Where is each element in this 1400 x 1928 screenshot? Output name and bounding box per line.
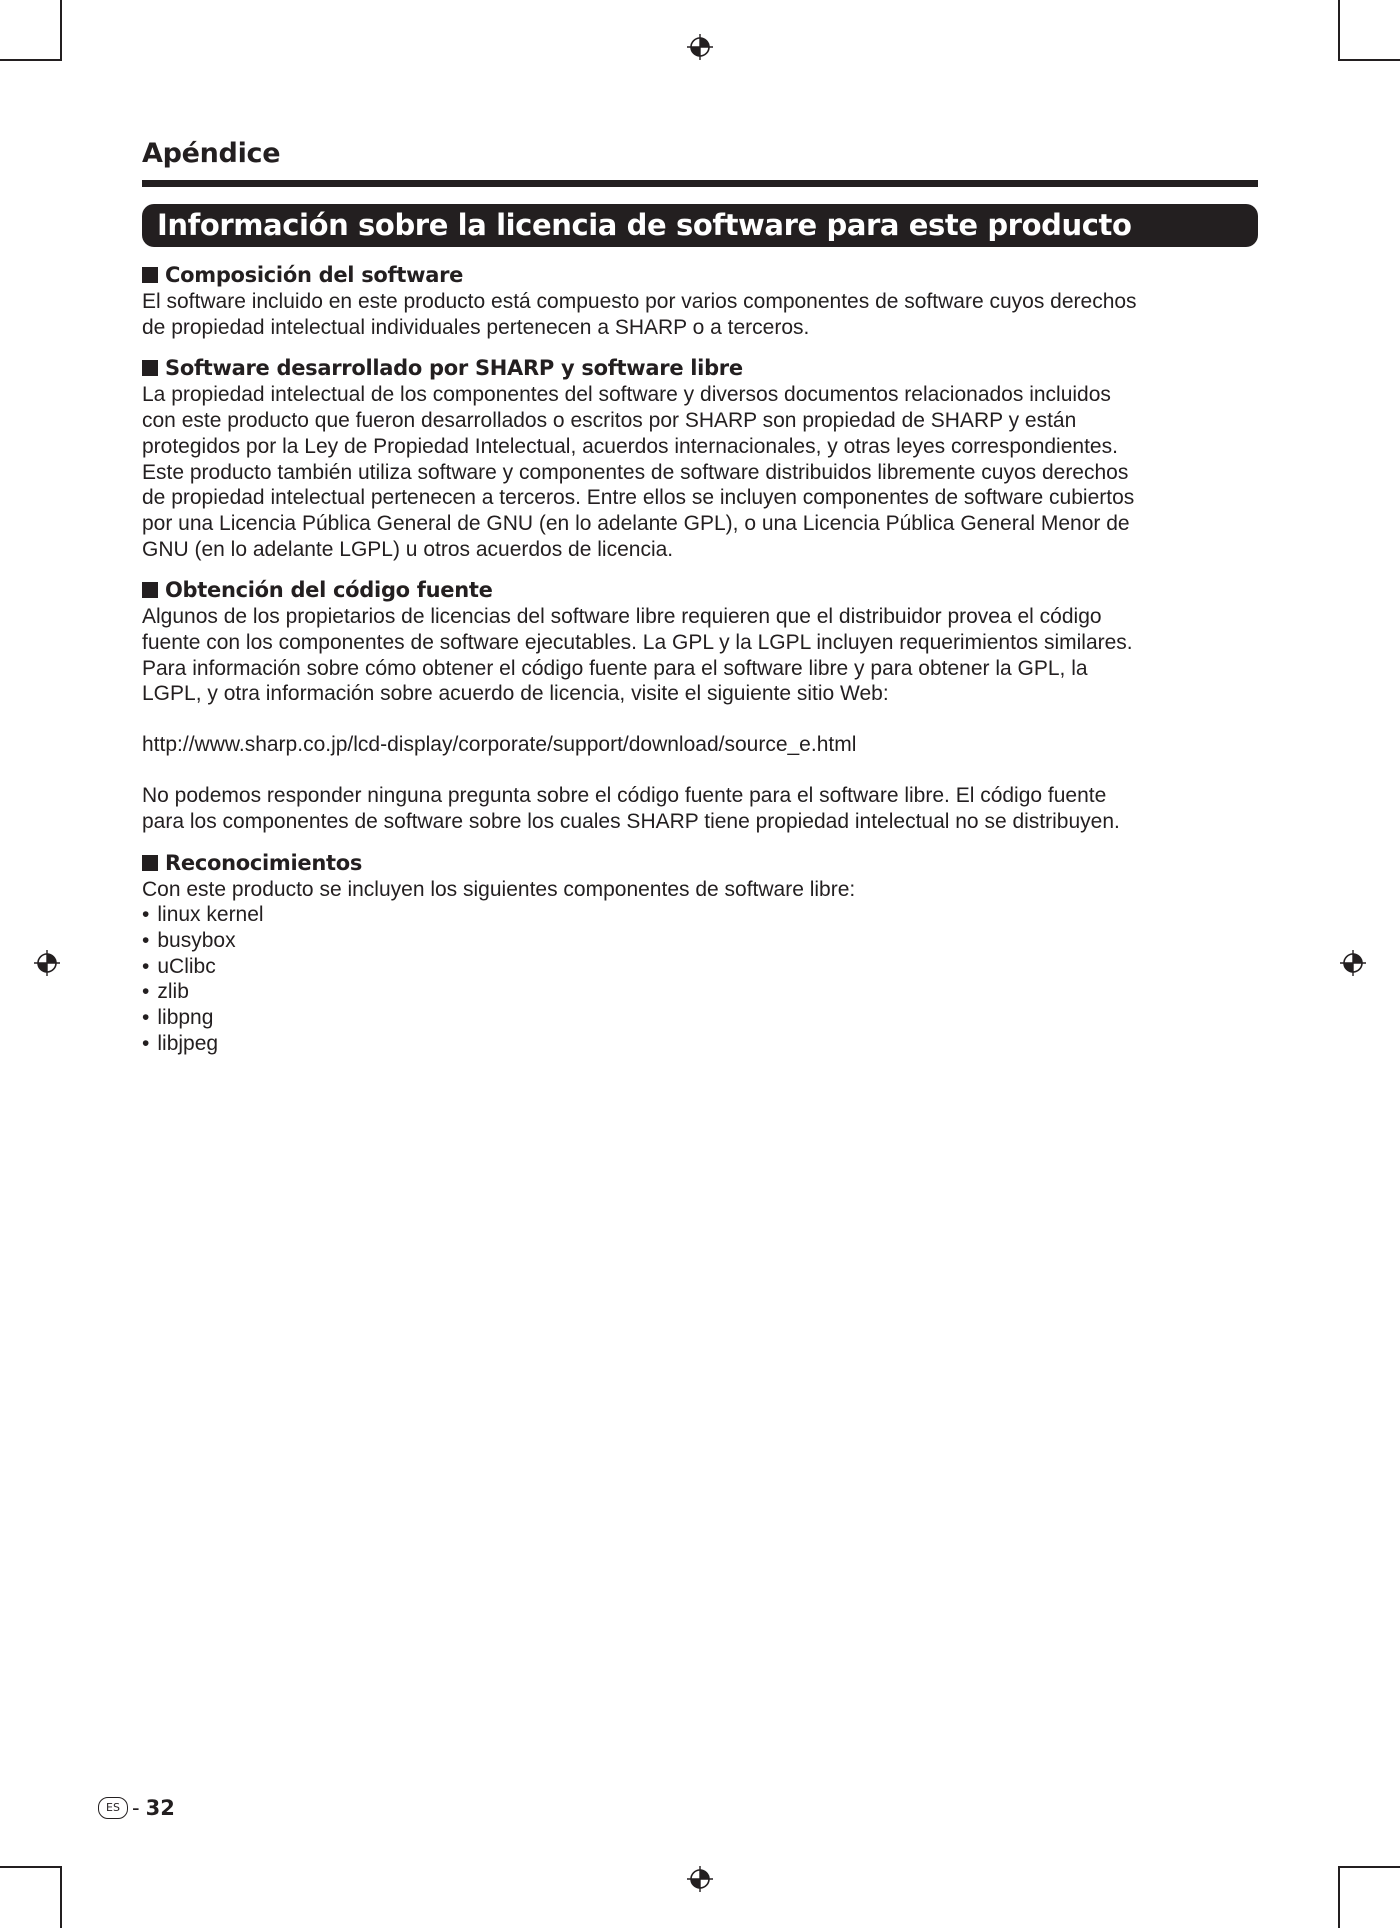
crop-mark	[1338, 1866, 1400, 1868]
section-heading-text: Obtención del código fuente	[165, 578, 493, 603]
list-item: • busybox	[142, 928, 1258, 954]
square-bullet-icon	[142, 360, 158, 376]
free-software-list	[142, 902, 1258, 1056]
square-bullet-icon	[142, 267, 158, 283]
section-heading-text: Composición del software	[165, 263, 464, 287]
section-heading	[142, 576, 1258, 604]
paragraph-line: para los componentes de software sobre los cuales SHARP tiene propiedad intelectual no se distribuyen.	[142, 809, 1120, 833]
registration-mark-icon	[687, 1866, 713, 1892]
paragraph-line: Para información sobre cómo obtener el código fuente para el software libre y para obtener la GPL, la	[142, 656, 1088, 680]
paragraph-line: fuente con los componentes de software ejecutables. La GPL y la LGPL incluyen requerimientos similares.	[142, 631, 1133, 655]
section-software-composition	[142, 261, 1258, 340]
title-rule	[142, 180, 1258, 187]
page-content	[142, 136, 1258, 1056]
section-acknowledgements	[142, 849, 1258, 1057]
page-footer	[98, 1796, 175, 1820]
section-title: Apéndice	[142, 138, 281, 169]
crop-mark	[1338, 0, 1340, 60]
registration-mark-icon	[34, 950, 60, 976]
paragraph-line: LGPL, y otra información sobre acuerdo de licencia, visite el siguiente sitio Web:	[142, 682, 889, 706]
section-heading	[142, 849, 1258, 877]
paragraph-line: GNU (en lo adelante LGPL) u otros acuerdos de licencia.	[142, 537, 674, 561]
list-item: • libpng	[142, 1005, 1258, 1031]
paragraph-line: El software incluido en este producto está compuesto por varios componentes de software cuyos derechos	[142, 290, 1137, 313]
section-sharp-and-free-software	[142, 354, 1258, 562]
section-heading	[142, 261, 1258, 289]
page-banner: Información sobre la licencia de software para este producto	[142, 204, 1258, 247]
crop-mark	[60, 0, 62, 60]
crop-mark	[1338, 1866, 1340, 1928]
paragraph-line: de propiedad intelectual pertenecen a terceros. Entre ellos se incluyen componentes de software cubiertos	[142, 486, 1135, 510]
section-heading-text: Software desarrollado por SHARP y software libre	[165, 356, 743, 381]
list-item: • uClibc	[142, 954, 1258, 980]
footer-separator: -	[132, 1796, 140, 1820]
paragraph-line: por una Licencia Pública General de GNU (en lo adelante GPL), o una Licencia Pública General Menor de	[142, 511, 1130, 535]
crop-mark	[1338, 59, 1400, 61]
registration-mark-icon	[1340, 950, 1366, 976]
paragraph-line: La propiedad intelectual de los componentes del software y diversos documentos relacionados incluidos	[142, 383, 1111, 407]
crop-mark	[60, 1866, 62, 1928]
list-item: • linux kernel	[142, 902, 1258, 928]
language-badge: ES	[98, 1797, 128, 1819]
crop-mark	[0, 1866, 62, 1868]
paragraph-line: Algunos de los propietarios de licencias del software libre requieren que el distribuidor provea el código	[142, 605, 1102, 629]
paragraph-line: protegidos por la Ley de Propiedad Intelectual, acuerdos internacionales, y otras leyes correspondientes.	[142, 434, 1118, 458]
paragraph-line: Con este producto se incluyen los siguientes componentes de software libre:	[142, 877, 856, 901]
paragraph-line: con este producto que fueron desarrollados o escritos por SHARP son propiedad de SHARP y están	[142, 409, 1077, 433]
list-item: • zlib	[142, 979, 1258, 1005]
page-number: 32	[145, 1796, 175, 1820]
crop-mark	[0, 59, 62, 61]
paragraph-line: No podemos responder ninguna pregunta sobre el código fuente para el software libre. El código fuente	[142, 784, 1107, 808]
section-source-code	[142, 576, 1258, 834]
section-heading-text: Reconocimientos	[165, 850, 363, 875]
source-code-url: http://www.sharp.co.jp/lcd-display/corporate/support/download/source_e.html	[142, 733, 857, 757]
square-bullet-icon	[142, 582, 158, 598]
square-bullet-icon	[142, 855, 158, 871]
section-heading	[142, 354, 1258, 382]
list-item: • libjpeg	[142, 1031, 1258, 1057]
paragraph-line: de propiedad intelectual individuales pertenecen a SHARP o a terceros.	[142, 315, 810, 339]
paragraph-line: Este producto también utiliza software y componentes de software distribuidos libremente cuyos derechos	[142, 460, 1129, 484]
registration-mark-icon	[687, 34, 713, 60]
